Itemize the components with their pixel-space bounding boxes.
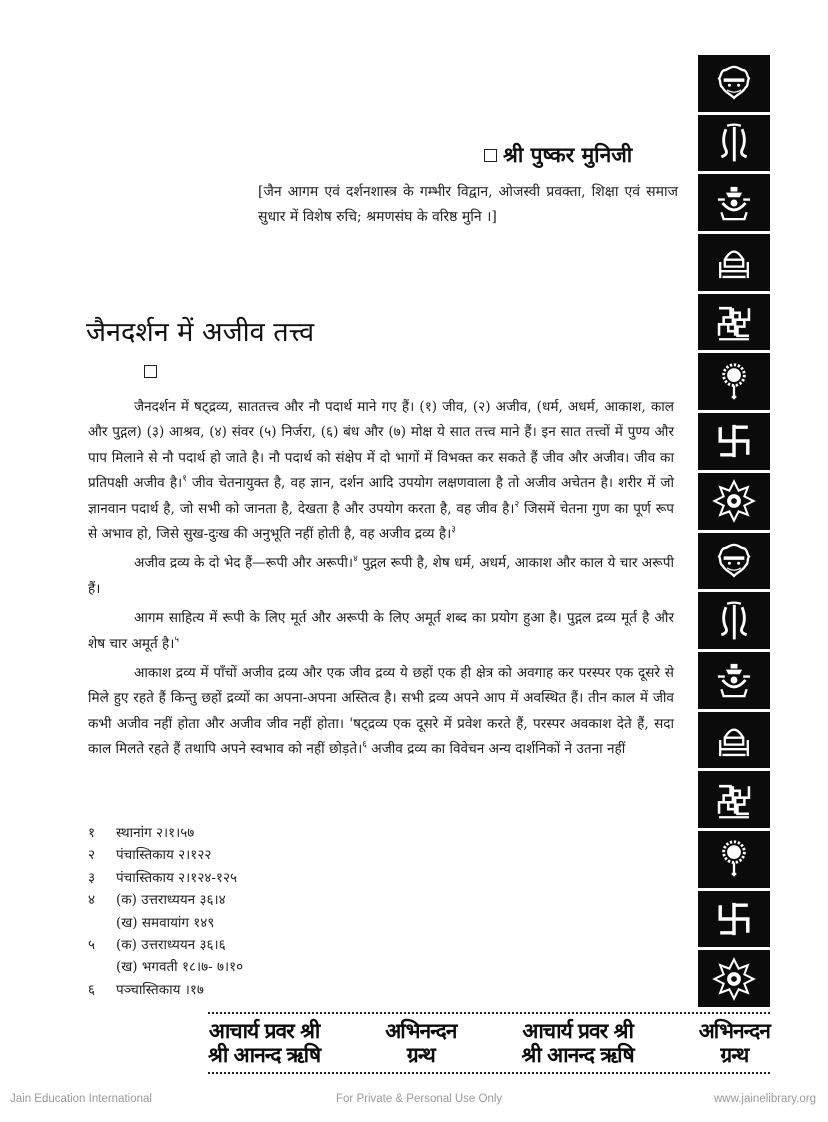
nandyavarta-icon xyxy=(698,294,770,351)
author-description: [जैन आगम एवं दर्शनशास्त्र के गम्भीर विद्वान, ओजस्वी प्रवक्ता, शिक्षा एवं समाज सुधार में विशेष रुचि; श्रमणसंघ के वरिष्ठ मुनि ।] xyxy=(258,184,678,225)
footnote-subitem: (ख) भगवती १८।७- ७।१० xyxy=(116,959,244,976)
paragraph: आकाश द्रव्य में पाँचों अजीव द्रव्य और एक जीव द्रव्य ये छहों एक ही क्षेत्र को अवगाह कर परस्पर एक दूसरे से मिले हुए रहते हैं किन्तु छहों द्रव्यों का अपना-अपना अस्तित्व है। सभी द्रव्य अपने आप में अवस्थित हैं। तीन काल में जीव कभी अजीव नहीं होता और अजीव जीव नहीं होता। 'षट्द्रव्य एक दूसरे में प्रवेश करते हैं, परस्पर अवकाश देते हैं, सदा काल मिलते रहते हैं तथापि अपने स्वभाव को नहीं छोड़ते।$^६$ अजीव द्रव्य का विवेचन अन्य दार्शनिकों ने उतना नहीं xyxy=(88,665,674,758)
footnote-ref[interactable]: १ xyxy=(182,474,187,485)
footer xyxy=(0,1090,828,1110)
abhinandan-granth-banner xyxy=(208,1012,770,1074)
footnote-ref[interactable]: ५ xyxy=(174,634,180,645)
footnotes xyxy=(88,822,388,1001)
swastika-icon xyxy=(698,891,770,948)
bhadrasan-vase-icon xyxy=(698,174,770,231)
banner-acharya: आचार्य प्रवर श्री श्री आनन्द ऋषि xyxy=(208,1019,321,1067)
footer-publisher: Jain Education International xyxy=(10,1093,152,1105)
star-lotus-icon xyxy=(698,473,770,530)
square-bullet-icon xyxy=(484,149,497,162)
footnote-ref[interactable]: २ xyxy=(514,499,520,510)
swastika-icon xyxy=(698,413,770,470)
footnote-item: १ स्थानांग २।१।५७ xyxy=(88,825,195,841)
throne-icon xyxy=(698,712,770,769)
footnote-item: ५ (क) उत्तराध्ययन ३६।६ xyxy=(88,937,226,954)
footer-usage-note: For Private & Personal Use Only xyxy=(336,1093,503,1105)
square-bullet-icon xyxy=(144,365,157,378)
paragraph: अजीव द्रव्य के दो भेद हैं—रूपी और अरूपी।$^४$ पुद्गल रूपी है, शेष धर्म, अधर्म, आकाश और काल ये चार अरूपी हैं। xyxy=(88,554,674,597)
article-title: जैनदर्शन में अजीव तत्त्व xyxy=(86,317,315,348)
footnote-ref[interactable]: ४ xyxy=(353,554,358,565)
author-name: श्री पुष्कर मुनिजी xyxy=(503,143,633,167)
banner-granth: अभिनन्दन ग्रन्थ xyxy=(385,1019,457,1067)
paragraph: जैनदर्शन में षट्द्रव्य, साततत्त्व और नौ पदार्थ माने गए हैं। (१) जीव, (२) अजीव, (धर्म, अधर्म, आकाश, काल और पुद्गल) (३) आश्रव, (४) संवर (५) निर्जरा, (६) बंध और (७) मोक्ष ये सात तत्त्व माने हैं। इन सात तत्त्वों में पुण्य और पाप मिलाने से नौ पदार्थ हो जाते है। नौ पदार्थ को संक्षेप में दो भागों में विभक्त कर सकते हैं जीव और अजीव। जीव का प्रतिपक्षी अजीव है।$^१$ जीव चेतनायुक्त है, वह ज्ञान, दर्शन आदि उपयोग लक्षणवाला है तो अजीव अचेतन है। शरीर में जो ज्ञानवान पदार्थ है, जो सभी को जानता है, देखता है और उपयोग करता है, वह जीव है।$^२$ जिसमें चेतना गुण का पूर्ण रूप से अभाव हो, जिसे सुख-दुःख की अनुभूति नहीं होती है, वह अजीव द्रव्य है।$^३$ xyxy=(88,399,675,543)
footnote-item: ३ पंचास्तिकाय २।१२४-१२५ xyxy=(88,869,237,886)
paragraph: आगम साहित्य में रूपी के लिए मूर्त और अरूपी के लिए अमूर्त शब्द का प्रयोग हुआ है। पुद्गल द्रव्य मूर्त है और शेष चार अमूर्त है।$^५$ xyxy=(88,610,674,652)
author-heading xyxy=(484,141,632,169)
banner-granth: अभिनन्दन ग्रन्थ xyxy=(698,1019,770,1067)
throne-icon xyxy=(698,234,770,291)
kalash-face-icon xyxy=(698,533,770,590)
banner-acharya: आचार्य प्रवर श्री श्री आनन्द ऋषि xyxy=(521,1019,634,1067)
footer-website-link[interactable]: www.jainelibrary.org xyxy=(713,1093,816,1105)
bhadrasan-vase-icon xyxy=(698,652,770,709)
footnote-item: ६ पञ्चास्तिकाय ।१७ xyxy=(88,981,204,998)
footnote-ref[interactable]: ६ xyxy=(362,740,367,751)
nandyavarta-icon xyxy=(698,771,770,828)
fish-pair-icon xyxy=(698,115,770,172)
mirror-icon xyxy=(698,353,770,410)
fish-pair-icon xyxy=(698,592,770,649)
ashtamangala-strip xyxy=(698,55,770,1007)
footnote-item: ४ (क) उत्तराध्ययन ३६।४ xyxy=(88,892,226,909)
mirror-icon xyxy=(698,831,770,888)
footnote-item: २ पंचास्तिकाय २।१२२ xyxy=(88,847,212,864)
article-body xyxy=(88,395,674,767)
star-lotus-icon xyxy=(698,950,770,1007)
kalash-face-icon xyxy=(698,55,770,112)
footnote-subitem: (ख) समवायांग १४९ xyxy=(116,914,215,931)
footnote-ref[interactable]: ३ xyxy=(451,525,456,536)
